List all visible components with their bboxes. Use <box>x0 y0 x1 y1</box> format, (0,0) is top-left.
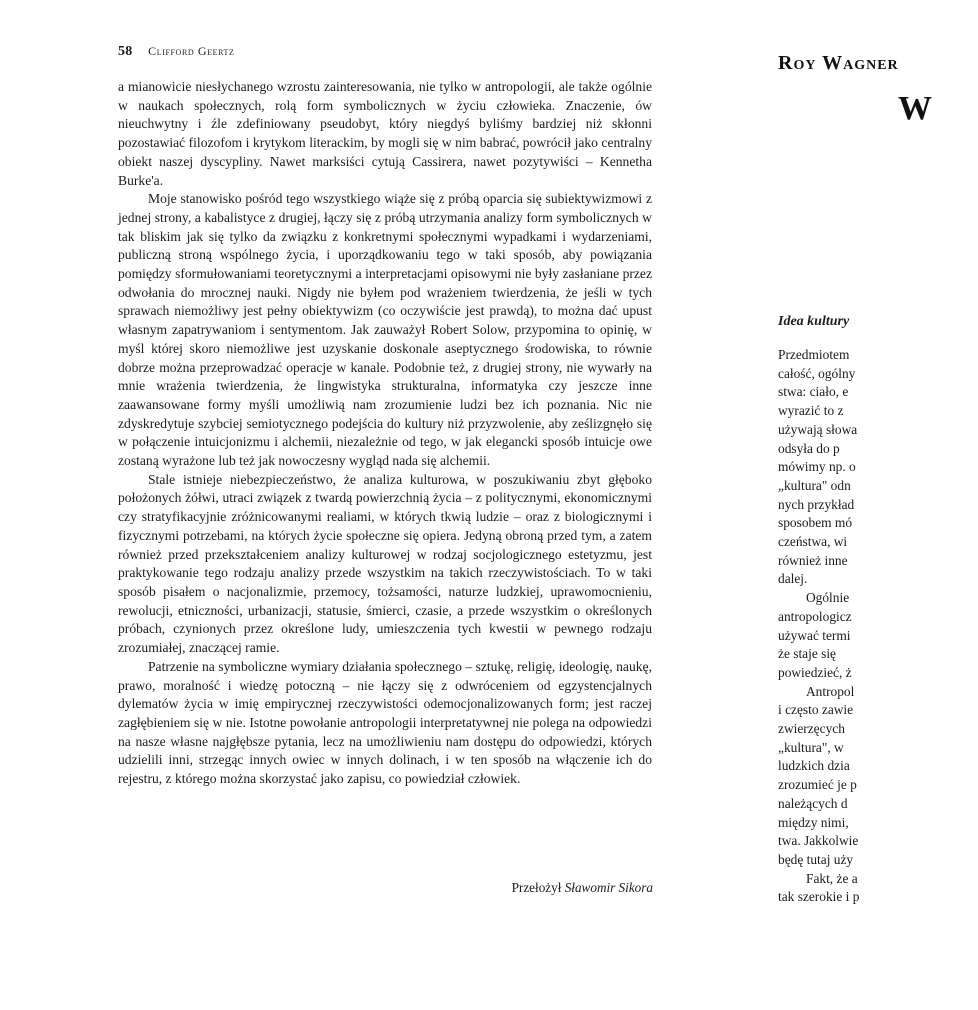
running-header <box>118 44 235 60</box>
text-line: powiedzieć, ż <box>778 664 852 680</box>
text-line: całość, ogólny <box>778 365 856 381</box>
running-head-author: Clifford Geertz <box>148 44 235 58</box>
text-line: tak szerokie i p <box>778 889 860 905</box>
paragraph: Moje stanowisko pośród tego wszystkiego wiąże się z próbą oparcia się subiektywizmowi z jednej strony, a kabalistyce z drugiej, łączy się z próbą utrzymania analizy form symbolicznych w tak bliskim jak się tylko da związku z konkretnymi społecznymi wypadkami i wydarzeniami, publiczną stroną wspólnego życia, i uporządkowaniu tego w taki sposób, aby powiązania pomiędzy sformułowaniami teoretycznymi a interpretacjami opisowymi nie były zasłaniane przez odwołania do mrocznej nauki. Nigdy nie byłem pod wrażeniem twierdzenia, że jeśli w tych sprawach niemożliwy jest pełny obiektywizm (co oczywiście jest prawdą), to można dać upust własnym zapatrywaniom i sentymentom. Jak zauważył Robert Solow, przypomina to opinię, w myśl której skoro niemożliwe jest uzyskanie doskonale aseptycznego środowiska, to równie dobrze można przeprowadzać operacje w kanale. Podobnie też, z drugiej strony, nie wywarły na mnie wrażenia twierdzenia, że lingwistyka strukturalna, informatyka czy jeszcze inne zaawansowane formy myśli umożliwią nam zrozumienie ludzi bez ich poznania. Nic nie zdyskredytuje szybciej semiotycznego podejścia do kultury niż przyzwolenie, aby ześlizgnęło się w połączenie intuicjonizmu i alchemii, niezależnie od tego, w jak elegancki sposób intuicje owe zostaną wyrażone lub też jak nowoczesny wygląd nada się alchemii. <box>118 191 652 469</box>
text-line: należących d <box>778 795 848 811</box>
body-text <box>118 78 652 789</box>
text-line: że staje się <box>778 646 836 662</box>
text-line: zwierzęcych <box>778 721 845 737</box>
facing-running-head: Roy Wagner <box>778 52 899 74</box>
text-line: dalej. <box>778 571 808 587</box>
text-line: „kultura", w <box>778 739 844 755</box>
translator-name: Sławomir Sikora <box>564 880 653 895</box>
text-line: zrozumieć je p <box>778 777 857 793</box>
text-line: „kultura" odn <box>778 477 851 493</box>
text-line: sposobem mó <box>778 515 853 531</box>
facing-page <box>770 0 932 1010</box>
facing-text <box>778 346 978 907</box>
text-line: odsyła do p <box>778 440 840 456</box>
chapter-title-fragment: W <box>898 90 932 127</box>
text-line: Ogólnie <box>806 590 850 606</box>
text-line: używać termi <box>778 627 851 643</box>
text-line: twa. Jakkolwie <box>778 833 859 849</box>
text-line: nych przykład <box>778 496 855 512</box>
text-line: czeństwa, wi <box>778 534 848 550</box>
text-line: ludzkich dzia <box>778 758 850 774</box>
text-line: Antropol <box>806 683 855 699</box>
section-title: Idea kultury <box>778 314 850 329</box>
text-line: antropologicz <box>778 608 852 624</box>
text-line: będę tutaj uży <box>778 851 854 867</box>
text-line: również inne <box>778 552 848 568</box>
text-line: wyrazić to z <box>778 403 844 419</box>
text-line: między nimi, <box>778 814 849 830</box>
text-line: mówimy np. o <box>778 459 856 475</box>
text-line: i często zawie <box>778 702 854 718</box>
page-number: 58 <box>118 44 133 59</box>
text-line: Przedmiotem <box>778 347 850 362</box>
translator-label: Przełożył <box>511 880 562 895</box>
translator-credit <box>440 880 653 896</box>
paragraph: Stale istnieje niebezpieczeństwo, że analiza kulturowa, w poszukiwaniu zbyt głęboko położonych żółwi, utraci związek z twardą powierzchnią życia – z politycznymi, ekonomicznymi czy stratyfikacyjnie zróżnicowanymi realiami, w których tkwią ludzie – oraz z biologicznymi i fizycznymi potrzebami, na których życie społeczne się opiera. Jedyną obroną przed tym, a zatem również przed przekształceniem analizy kulturowej w rodzaj socjologicznego estetyzmu, jest praktykowanie tego rodzaju analizy przede wszystkim na takich rzeczywistościach. To w taki sposób pisałem o nacjonalizmie, przemocy, tożsamości, naturze ludzkiej, uprawomocnieniu, rewolucji, etniczności, urbanizacji, statusie, śmierci, czasie, a przede wszystkim o określonych próbach, czynionych przez określone ludy, umieszczenia tych kwestii w pewnego rodzaju zrozumiałej, znaczącej ramie. <box>118 471 652 656</box>
text-line: używają słowa <box>778 421 858 437</box>
text-line: Fakt, że a <box>806 870 858 886</box>
paragraph: Patrzenie na symboliczne wymiary działania społecznego – sztukę, religię, ideologię, naukę, prawo, moralność i wiedzę potoczną – nie łączy się z odwróceniem od egzystencjalnych dylematów życia w imię empirycznej rzeczywistości odemocjonalizowanych form; jest raczej zagłębieniem się w nie. Istotne powołanie antropologii interpretatywnej nie polega na odpowiedzi na nasze własne najgłębsze pytania, lecz na umożliwieniu nam dostępu do odpowiedzi, których udzielili inni, strzegąc innych owiec w innych dolinach, i w ten sposób na włączenie ich do rejestru, z którego można skorzystać jako zapisu, co powiedział człowiek. <box>118 658 652 787</box>
text-line: stwa: ciało, e <box>778 384 849 400</box>
paragraph: a mianowicie niesłychanego wzrostu zainteresowania, nie tylko w antropologii, ale także ogólnie w naukach społecznych, rolą form symbolicznych w życiu człowieka. Znaczenie, ów nieuchwytny i źle zdefiniowany pseudobyt, który niegdyś byliśmy bardziej niż skłonni pozostawiać filozofom i krytykom literackim, by mogli się w nim babrać, powrócił jako centralny obiekt naszej dyscypliny. Nawet marksiści cytują Cassirera, nawet pozytywiści – Kennetha Burke'a. <box>118 79 652 188</box>
